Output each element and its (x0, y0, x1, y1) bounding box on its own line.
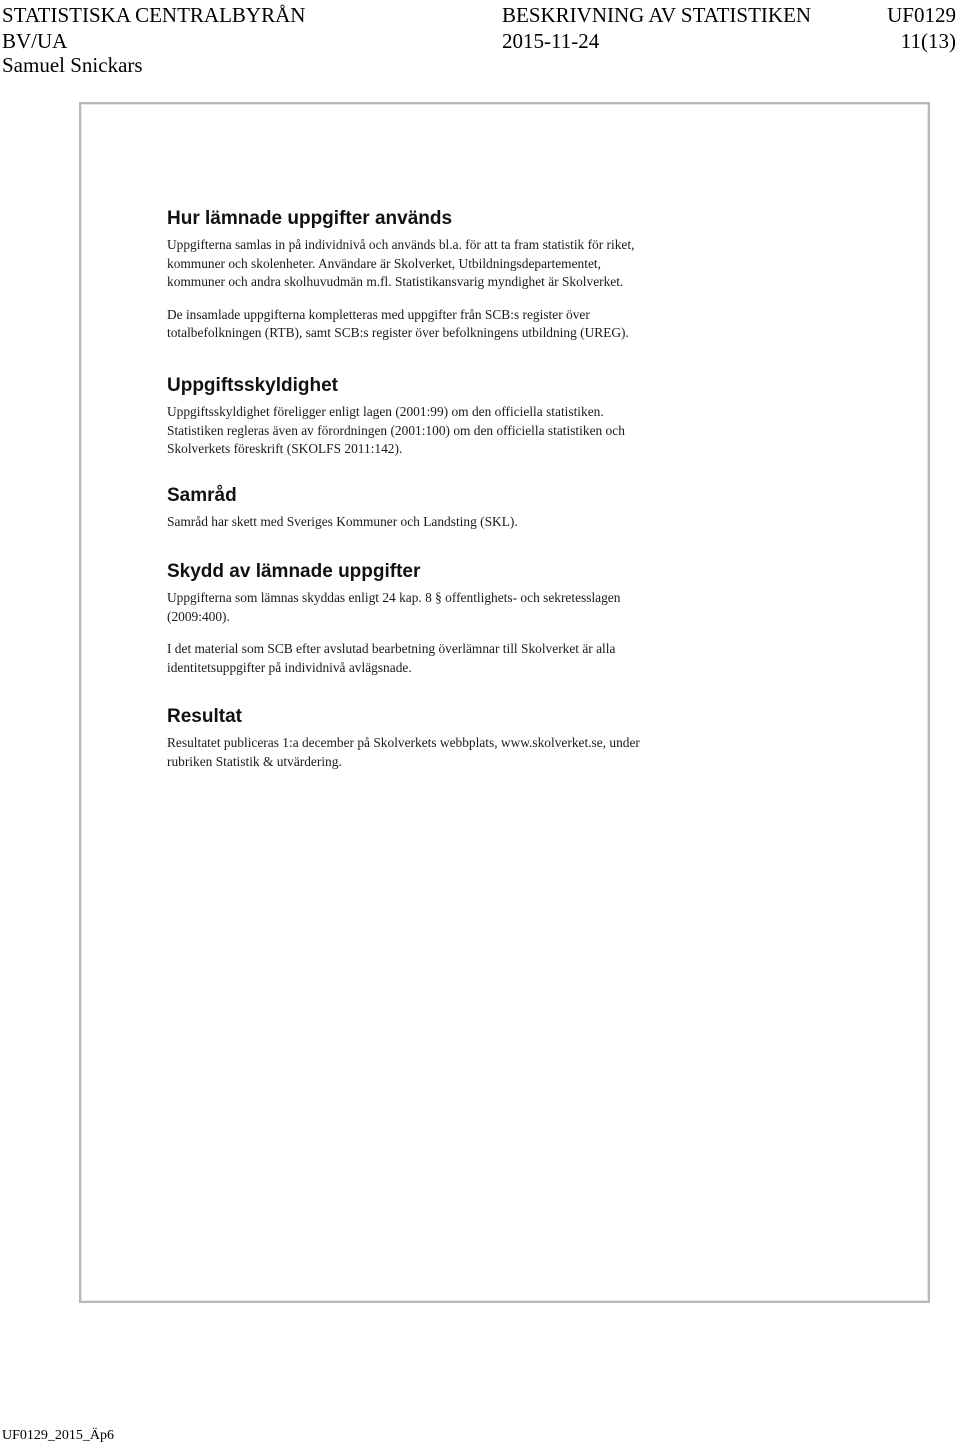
paragraph-line: Statistiken regleras även av förordningen (2001:100) om den officiella statistiken och (167, 422, 625, 438)
header-page-number: 11(13) (900, 29, 956, 53)
paragraph (167, 640, 767, 677)
section-heading: Skydd av lämnade uppgifter (167, 561, 421, 582)
paragraph (167, 306, 767, 343)
paragraph-line: identitetsuppgifter på individnivå avlägsnade. (167, 659, 412, 675)
section-heading: Resultat (167, 706, 242, 727)
section-heading: Uppgiftsskyldighet (167, 375, 339, 396)
paragraph-line: Uppgifterna som lämnas skyddas enligt 24 kap. 8 § offentlighets- och sekretesslagen (167, 590, 621, 605)
paragraph-line: rubriken Statistik & utvärdering. (167, 753, 342, 769)
header-code: UF0129 (887, 3, 956, 27)
paragraph-line: Samråd har skett med Sveriges Kommuner och Landsting (SKL). (167, 514, 518, 529)
paragraph (167, 734, 767, 771)
embedded-page-image (79, 102, 930, 1303)
section-heading: Hur lämnade uppgifter används (167, 208, 453, 229)
paragraph-line: totalbefolkningen (RTB), samt SCB:s register över befolkningens utbildning (UREG). (167, 325, 629, 340)
section-data-protection (167, 561, 767, 677)
paragraph (167, 403, 767, 459)
section-results (167, 706, 767, 771)
paragraph-line: kommuner och andra skolhuvudmän m.fl. Statistikansvarig myndighet är Skolverket. (167, 274, 624, 289)
footer-file-code: UF0129_2015_Äp6 (2, 1428, 115, 1443)
paragraph (167, 236, 767, 292)
section-heading: Samråd (167, 485, 237, 506)
paragraph (167, 513, 767, 532)
header-document-type: BESKRIVNING AV STATISTIKEN (502, 3, 812, 27)
section-consultation (167, 485, 767, 532)
section-usage (167, 208, 767, 343)
header-author: Samuel Snickars (2, 53, 143, 77)
paragraph-line: Resultatet publiceras 1:a december på Skolverkets webbplats, www.skolverket.se, under (167, 735, 640, 750)
paragraph-line: De insamlade uppgifterna kompletteras med uppgifter från SCB:s register över (167, 306, 590, 322)
paragraph-line: (2009:400). (167, 608, 230, 624)
paragraph (167, 589, 767, 626)
section-obligation (167, 375, 767, 459)
paragraph-line: kommuner och skolenheter. Användare är Skolverket, Utbildningsdepartementet, (167, 255, 601, 271)
header-department: BV/UA (2, 29, 68, 53)
header-date: 2015-11-24 (502, 29, 600, 53)
paragraph-line: Uppgifterna samlas in på individnivå och används bl.a. för att ta fram statistik för riket, (167, 237, 635, 252)
paragraph-line: Skolverkets föreskrift (SKOLFS 2011:142). (167, 441, 403, 456)
header-organization: STATISTISKA CENTRALBYRÅN (2, 3, 306, 27)
paragraph-line: I det material som SCB efter avslutad bearbetning överlämnar till Skolverket är alla (167, 641, 616, 656)
paragraph-line: Uppgiftsskyldighet föreligger enligt lagen (2001:99) om den officiella statistiken. (167, 404, 604, 419)
